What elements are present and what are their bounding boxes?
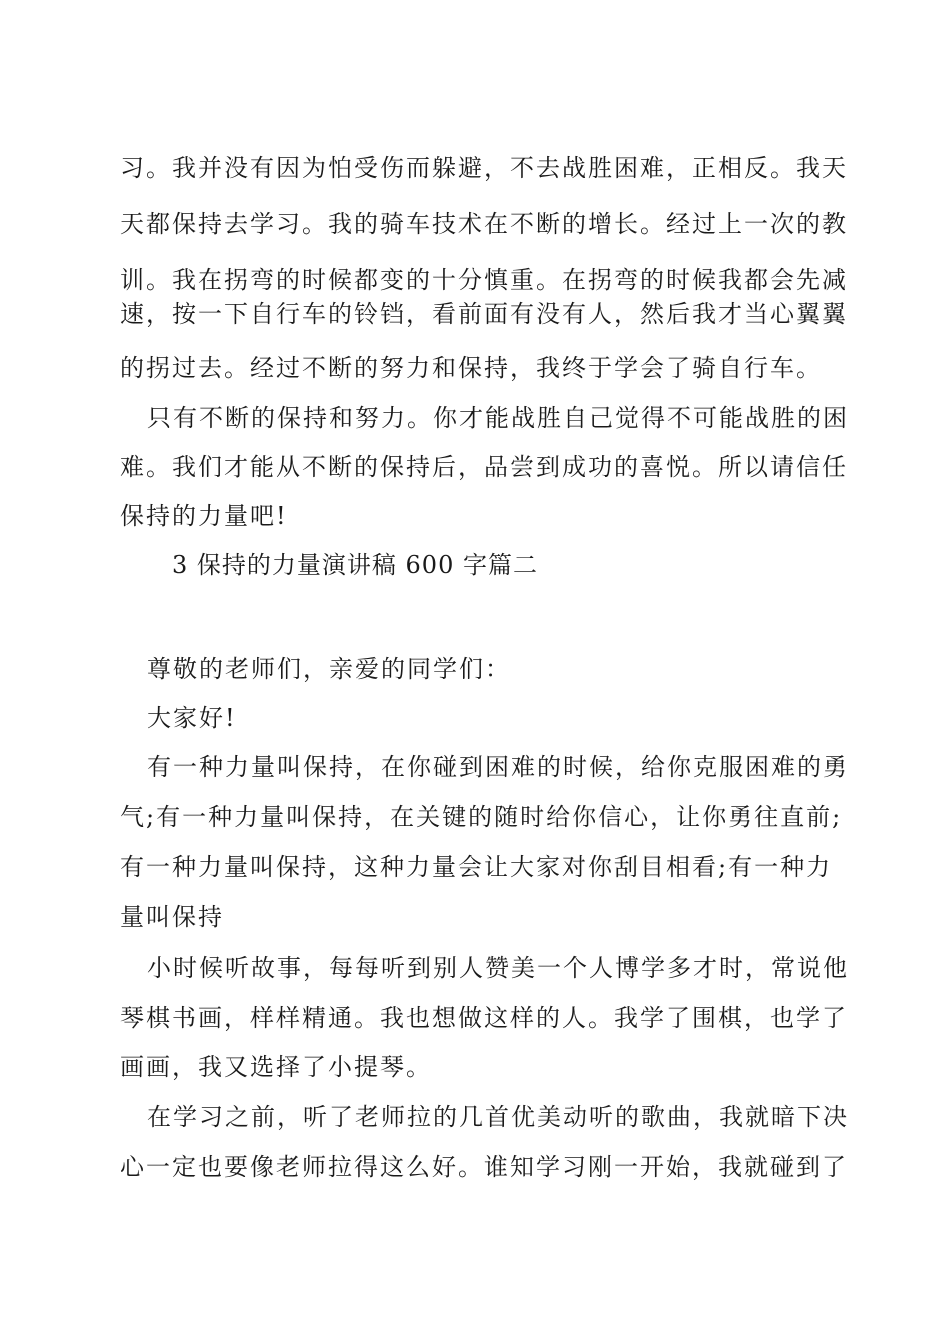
- greeting: 大家好!: [147, 704, 237, 732]
- paragraph-1-line-4: 速，按一下自行车的铃铛，看前面有没有人，然后我才当心翼翼: [120, 300, 848, 328]
- paragraph-1-line-2: 天都保持去学习。我的骑车技术在不断的增长。经过上一次的教: [120, 210, 848, 238]
- paragraph-5-line-4: 量叫保持: [120, 903, 224, 931]
- paragraph-1-line-3: 训。我在拐弯的时候都变的十分慎重。在拐弯的时候我都会先减: [120, 266, 848, 294]
- paragraph-2-line-2: 难。我们才能从不断的保持后，品尝到成功的喜悦。所以请信任: [120, 453, 848, 481]
- paragraph-5-line-2: 气;有一种力量叫保持，在关键的随时给你信心，让你勇往直前;: [120, 803, 843, 831]
- paragraph-5-line-1: 有一种力量叫保持，在你碰到困难的时候，给你克服困难的勇: [147, 753, 849, 781]
- paragraph-1-line-5: 的拐过去。经过不断的努力和保持，我终于学会了骑自行车。: [120, 354, 822, 382]
- paragraph-6-line-3: 画画，我又选择了小提琴。: [120, 1053, 432, 1081]
- paragraph-5-line-3: 有一种力量叫保持，这种力量会让大家对你刮目相看;有一种力: [120, 853, 833, 881]
- paragraph-2-line-3: 保持的力量吧!: [120, 502, 288, 530]
- paragraph-6-line-2: 琴棋书画，样样精通。我也想做这样的人。我学了围棋，也学了: [120, 1004, 848, 1032]
- paragraph-7-line-1: 在学习之前，听了老师拉的几首优美动听的歌曲，我就暗下决: [147, 1103, 849, 1131]
- paragraph-2-line-1: 只有不断的保持和努力。你才能战胜自己觉得不可能战胜的困: [147, 404, 849, 432]
- paragraph-1-line-1: 习。我并没有因为怕受伤而躲避，不去战胜困难，正相反。我天: [120, 154, 848, 182]
- paragraph-6-line-1: 小时候听故事，每每听到别人赞美一个人博学多才时，常说他: [147, 954, 849, 982]
- section-heading: 3 保持的力量演讲稿 600 字篇二: [172, 551, 538, 579]
- paragraph-7-line-2: 心一定也要像老师拉得这么好。谁知学习刚一开始，我就碰到了: [120, 1153, 848, 1181]
- salutation: 尊敬的老师们，亲爱的同学们：: [147, 655, 511, 683]
